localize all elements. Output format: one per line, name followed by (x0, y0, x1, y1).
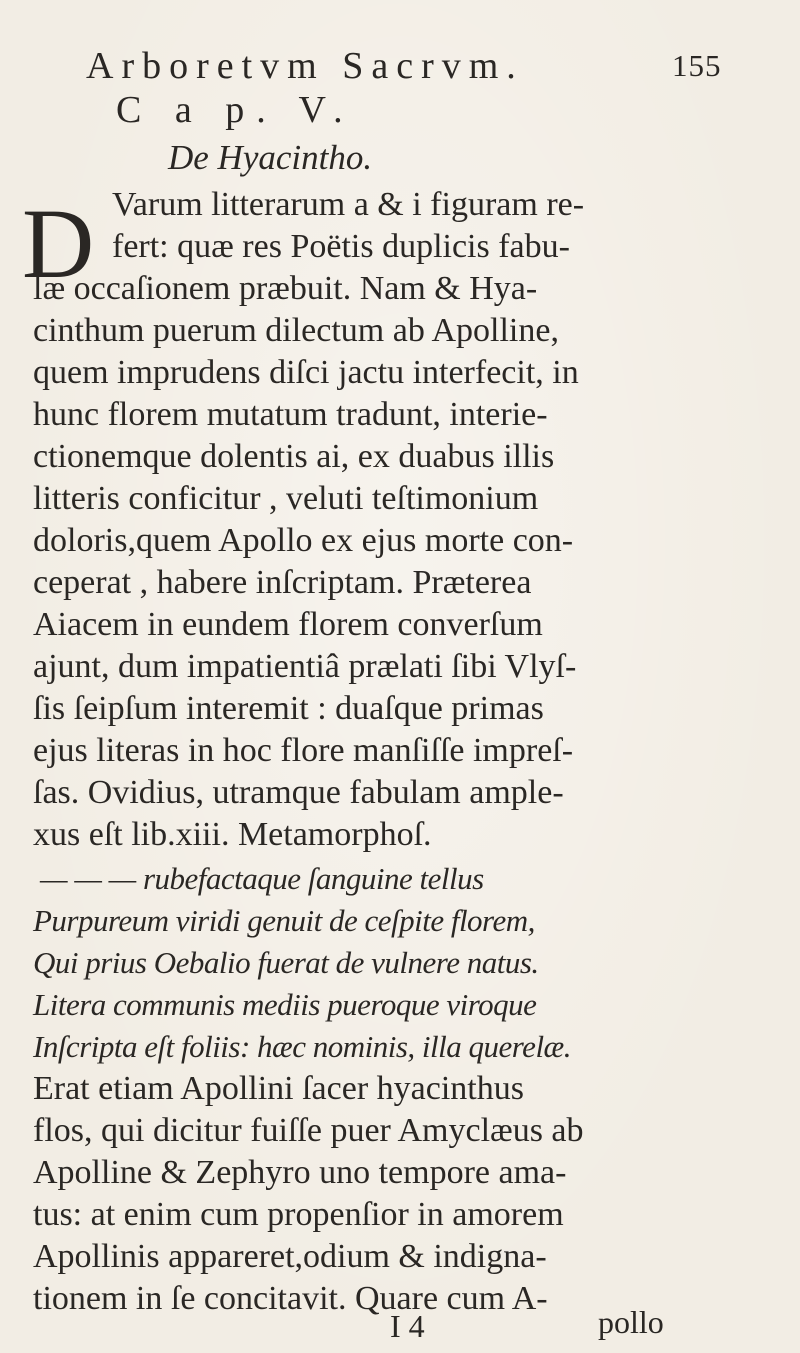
signature-mark: I 4 (390, 1308, 425, 1344)
drop-cap: D (22, 188, 95, 299)
verse-line: Litera communis mediis pueroque viroque (33, 987, 537, 1022)
body-line: Varum litterarum a & i figuram re- (112, 186, 585, 223)
verse-line: Purpureum viridi genuit de ceſpite florem, (33, 903, 535, 938)
verse-line: — — — rubefactaque ſanguine tellus (40, 861, 484, 896)
page-number: 155 (672, 48, 722, 83)
body-line: ajunt, dum impatientiâ prælati ſibi Vlyſ- (33, 648, 577, 685)
verse-line: Qui prius Oebalio fuerat de vulnere natus. (33, 945, 539, 980)
running-title: Arboretvm Sacrvm. (86, 45, 524, 87)
body-line: Erat etiam Apollini ſacer hyacinthus (33, 1070, 524, 1107)
body-line: cinthum puerum dilectum ab Apolline, (33, 312, 559, 349)
body-line: læ occaſionem præbuit. Nam & Hya- (33, 270, 538, 307)
body-line: hunc florem mutatum tradunt, interie- (33, 396, 548, 433)
verse-line: Inſcripta eſt foliis: hæc nominis, illa querelæ. (33, 1029, 571, 1064)
chapter-subtitle: De Hyacintho. (168, 138, 373, 177)
body-line: Apollinis appareret,odium & indigna- (33, 1238, 547, 1275)
body-line: fert: quæ res Poëtis duplicis fabu- (112, 228, 570, 265)
body-line: ſis ſeipſum interemit : duaſque primas (33, 690, 544, 727)
body-line: Apolline & Zephyro uno tempore ama- (33, 1154, 567, 1191)
body-line: ejus literas in hoc flore manſiſſe impreſ- (33, 732, 574, 769)
body-line: ctionemque dolentis ai, ex duabus illis (33, 438, 555, 475)
chapter-heading: C a p. V. (116, 89, 355, 131)
body-line: tus: at enim cum propenſior in amorem (33, 1196, 564, 1233)
body-line: doloris,quem Apollo ex ejus morte con- (33, 522, 574, 559)
body-line: xus eſt lib.xiii. Metamorphoſ. (33, 816, 432, 853)
body-line: ſas. Ovidius, utramque fabulam ample- (33, 774, 564, 811)
page-header (60, 40, 760, 90)
body-line: quem imprudens diſci jactu interfecit, in (33, 354, 579, 391)
body-line: ceperat , habere inſcriptam. Præterea (33, 564, 532, 601)
body-line: flos, qui dicitur fuiſſe puer Amyclæus ab (33, 1112, 584, 1149)
catchword: pollo (598, 1304, 664, 1340)
body-line: litteris conficitur , veluti teſtimonium (33, 480, 539, 517)
body-line: tionem in ſe concitavit. Quare cum A- (33, 1280, 548, 1317)
body-line: Aiacem in eundem florem converſum (33, 606, 543, 643)
